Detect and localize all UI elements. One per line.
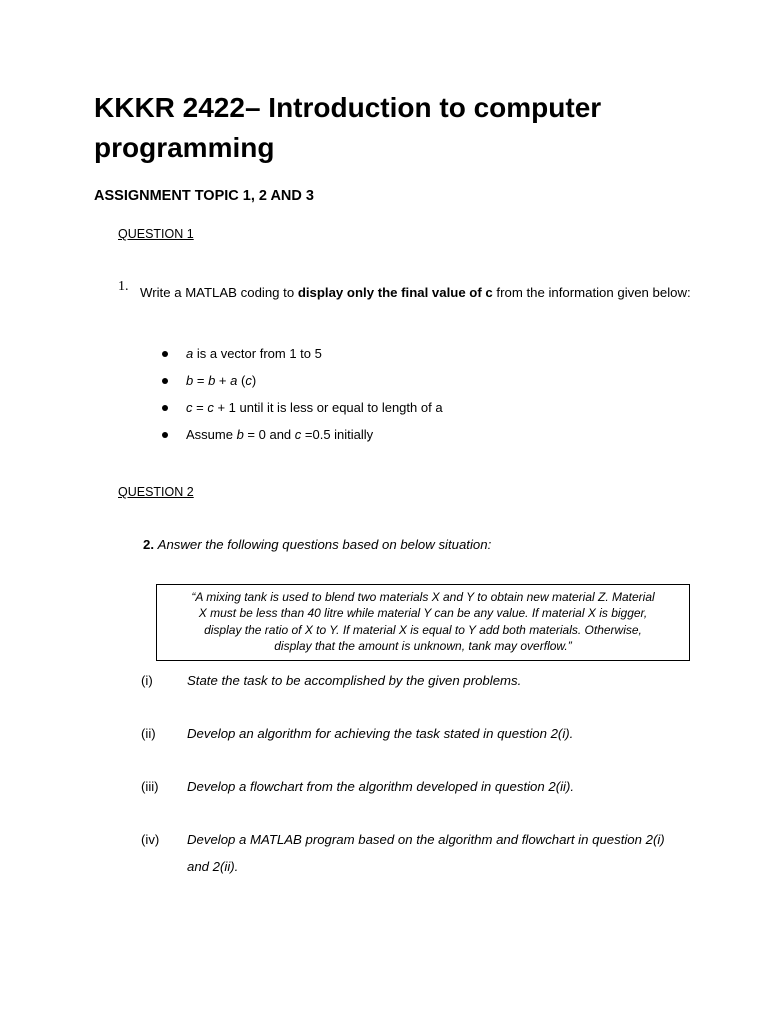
subquestion-numeral: (i): [141, 673, 153, 688]
question-2-intro: [143, 537, 491, 552]
question-1-heading: QUESTION 1: [118, 227, 194, 241]
bullet-text: =: [192, 400, 208, 415]
page-title: KKKR 2422– Introduction to computer programming: [94, 92, 602, 163]
subquestion-numeral: (iii): [141, 779, 159, 794]
question-1-text-bold: display only the final value of c: [297, 285, 493, 300]
subquestion-text: Develop an algorithm for achieving the task stated in question 2(i).: [187, 726, 574, 741]
variable-name: a: [230, 373, 238, 388]
bullet-dot-icon: [162, 351, 168, 357]
subquestion-numeral: (ii): [141, 726, 156, 741]
subquestion-text: State the task to be accomplished by the given problems.: [187, 673, 522, 688]
situation-line: display that the amount is unknown, tank may overflow.”: [274, 638, 572, 653]
bullet-text: Assume: [186, 427, 237, 442]
bullet-dot-icon: [162, 432, 168, 438]
bullet-text: +: [215, 373, 231, 388]
variable-name: c: [186, 400, 193, 415]
question-2-heading: QUESTION 2: [118, 485, 194, 499]
bullet-text: =0.5 initially: [301, 427, 374, 442]
variable-name: c: [245, 373, 252, 388]
question-1-text-end: from the information given below:: [492, 285, 691, 300]
bullet-item: [160, 398, 443, 425]
bullet-item: [160, 425, 443, 452]
question-1-bullet-list: [160, 344, 443, 452]
situation-line: display the ratio of X to Y. If material X is equal to Y add both materials. Otherwise,: [204, 622, 642, 637]
question-1-number: 1.: [118, 279, 129, 294]
subquestion-numeral: (iv): [141, 832, 160, 847]
question-1-text-start: Write a MATLAB coding to: [140, 285, 298, 300]
subquestion-text: Develop a MATLAB program based on the algorithm and flowchart in question 2(i) and 2(ii).: [187, 832, 665, 874]
bullet-item: [160, 344, 443, 371]
bullet-text: = 0 and: [243, 427, 295, 442]
bullet-text: + 1 until it is less or equal to length of a: [213, 400, 443, 415]
question-2-intro-text: Answer the following questions based on below situation:: [157, 537, 492, 552]
variable-name: c: [207, 400, 214, 415]
bullet-text: is a vector from 1 to 5: [193, 346, 322, 361]
bullet-dot-icon: [162, 405, 168, 411]
situation-box: [156, 584, 690, 661]
bullet-text: =: [193, 373, 209, 388]
bullet-text: (: [237, 373, 246, 388]
bullet-dot-icon: [162, 378, 168, 384]
variable-name: b: [208, 373, 216, 388]
variable-name: b: [186, 373, 194, 388]
subquestion-text: Develop a flowchart from the algorithm developed in question 2(ii).: [187, 779, 575, 794]
variable-name: c: [294, 427, 302, 442]
question-2-number: 2.: [143, 537, 154, 552]
situation-line: X must be less than 40 litre while material Y can be any value. If material X is bigger,: [198, 606, 648, 621]
question-1-text: [140, 279, 700, 306]
assignment-subtitle: ASSIGNMENT TOPIC 1, 2 AND 3: [94, 188, 314, 204]
variable-name: b: [236, 427, 244, 442]
bullet-item: [160, 371, 443, 398]
variable-name: a: [186, 346, 194, 361]
bullet-text: ): [251, 373, 257, 388]
situation-line: “A mixing tank is used to blend two materials X and Y to obtain new material Z. Material: [191, 590, 655, 604]
